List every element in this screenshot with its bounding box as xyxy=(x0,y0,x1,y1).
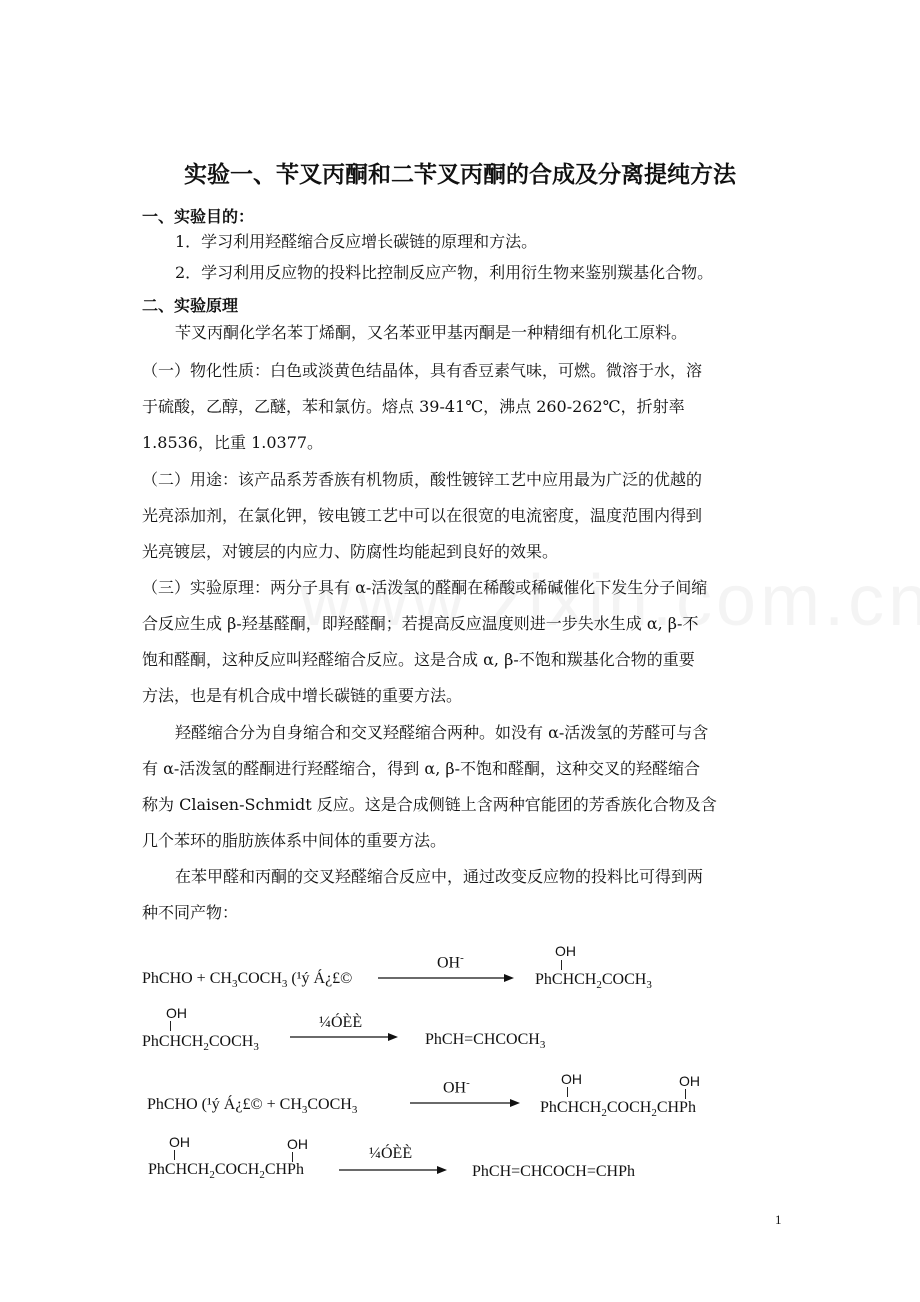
principle-line-3: 饱和醛酮，这种反应叫羟醛缩合反应。这是合成 α, β-不饱和羰基化合物的重要 xyxy=(142,650,695,669)
aldol-line-3: 称为 Claisen-Schmidt 反应。这是合成侧链上含两种官能团的芳香族化合物及含 xyxy=(142,795,717,814)
reaction-4-condition: ¼ÓÈÈ xyxy=(369,1145,413,1162)
principle-line-2: 合反应生成 β-羟基醛酮，即羟醛酮；若提高反应温度则进一步失水生成 α, β-不 xyxy=(142,614,699,633)
aldol-line-1: 羟醛缩合分为自身缩合和交叉羟醛缩合两种。如没有 α-活泼氢的芳醛可与含 xyxy=(175,723,709,742)
cross-line-2: 种不同产物： xyxy=(142,903,239,922)
reaction-1-arrow xyxy=(378,972,514,984)
reaction-4-oh-bond-1 xyxy=(174,1150,175,1160)
reaction-2-reactant: $PhCHCH_2COCH_3$ xyxy=(142,1033,259,1054)
principle-heading: 二、实验原理 xyxy=(142,296,239,315)
reaction-3-reactants: PhCHO (¹ý Á¿£© + $CH_3COCH_3$ xyxy=(147,1096,358,1117)
reaction-1-oh-bond xyxy=(561,960,562,970)
aldol-line-4: 几个苯环的脂肪族体系中间体的重要方法。 xyxy=(142,831,447,850)
purpose-heading: 一、实验目的： xyxy=(142,207,255,226)
usage-line-3: 光亮镀层，对镀层的内应力、防腐性均能起到良好的效果。 xyxy=(142,542,559,561)
purpose-item-2: 2．学习利用反应物的投料比控制反应产物，利用衍生物来鉴别羰基化合物。 xyxy=(175,263,714,282)
reaction-1-oh-label: OH xyxy=(555,943,576,959)
reaction-1-reactants: PhCHO + $CH_3COCH_3$ (¹ý Á¿£© xyxy=(142,970,353,991)
principle-line-4: 方法，也是有机合成中增长碳链的重要方法。 xyxy=(142,686,463,705)
reaction-4-oh-label-1: OH xyxy=(169,1134,190,1150)
reaction-3-catalyst: OH- xyxy=(443,1077,470,1097)
page-title: 实验一、苄叉丙酮和二苄叉丙酮的合成及分离提纯方法 xyxy=(184,161,736,188)
properties-line-2: 于硫酸，乙醇，乙醚，苯和氯仿。熔点 39-41℃，沸点 260-262℃，折射率 xyxy=(142,397,685,416)
reaction-2-arrow xyxy=(290,1031,398,1043)
properties-line-1: （一）物化性质：白色或淡黄色结晶体，具有香豆素气味，可燃。微溶于水，溶 xyxy=(142,361,703,380)
cross-line-1: 在苯甲醛和丙酮的交叉羟醛缩合反应中，通过改变反应物的投料比可得到两 xyxy=(175,867,704,886)
reaction-4-oh-label-2: OH xyxy=(287,1136,308,1152)
properties-line-3: 1.8536，比重 1.0377。 xyxy=(142,433,324,452)
reaction-3-oh-label-1: OH xyxy=(561,1071,582,1087)
reaction-1-catalyst: OH- xyxy=(437,952,464,972)
reaction-3-arrow xyxy=(410,1097,520,1109)
reaction-3-oh-bond-1 xyxy=(567,1087,568,1097)
reaction-3-oh-bond-2 xyxy=(685,1089,686,1099)
page-number: 1 xyxy=(775,1212,782,1227)
reaction-2-oh-label: OH xyxy=(166,1005,187,1021)
usage-line-2: 光亮添加剂，在氯化钾，铵电镀工艺中可以在很宽的电流密度，温度范围内得到 xyxy=(142,506,703,525)
reaction-4-reactant: $PhCHCH_2COCH_2CHPh$ xyxy=(148,1161,304,1182)
purpose-item-1: 1．学习利用羟醛缩合反应增长碳链的原理和方法。 xyxy=(175,232,538,251)
reaction-3-oh-label-2: OH xyxy=(679,1073,700,1089)
reaction-2-oh-bond xyxy=(170,1021,171,1031)
usage-line-1: （二）用途：该产品系芳香族有机物质，酸性镀锌工艺中应用最为广泛的优越的 xyxy=(142,470,703,489)
aldol-line-2: 有 α-活泼氢的醛酮进行羟醛缩合，得到 α, β-不饱和醛酮，这种交叉的羟醛缩合 xyxy=(142,759,701,778)
principle-line-1: （三）实验原理：两分子具有 α-活泼氢的醛酮在稀酸或稀碱催化下发生分子间缩 xyxy=(142,578,708,597)
reaction-4-product: PhCH=CHCOCH=CHPh xyxy=(472,1163,635,1180)
reaction-1-product: $PhCHCH_2COCH_3$ xyxy=(535,971,652,992)
reaction-4-arrow xyxy=(339,1164,447,1176)
reaction-3-product: $PhCHCH_2COCH_2CHPh$ xyxy=(540,1099,696,1120)
reaction-2-condition: ¼ÓÈÈ xyxy=(319,1014,363,1031)
reaction-2-product: $PhCH=CHCOCH_3$ xyxy=(425,1031,546,1052)
intro-paragraph: 苄叉丙酮化学名苯丁烯酮，又名苯亚甲基丙酮是一种精细有机化工原料。 xyxy=(175,323,688,342)
